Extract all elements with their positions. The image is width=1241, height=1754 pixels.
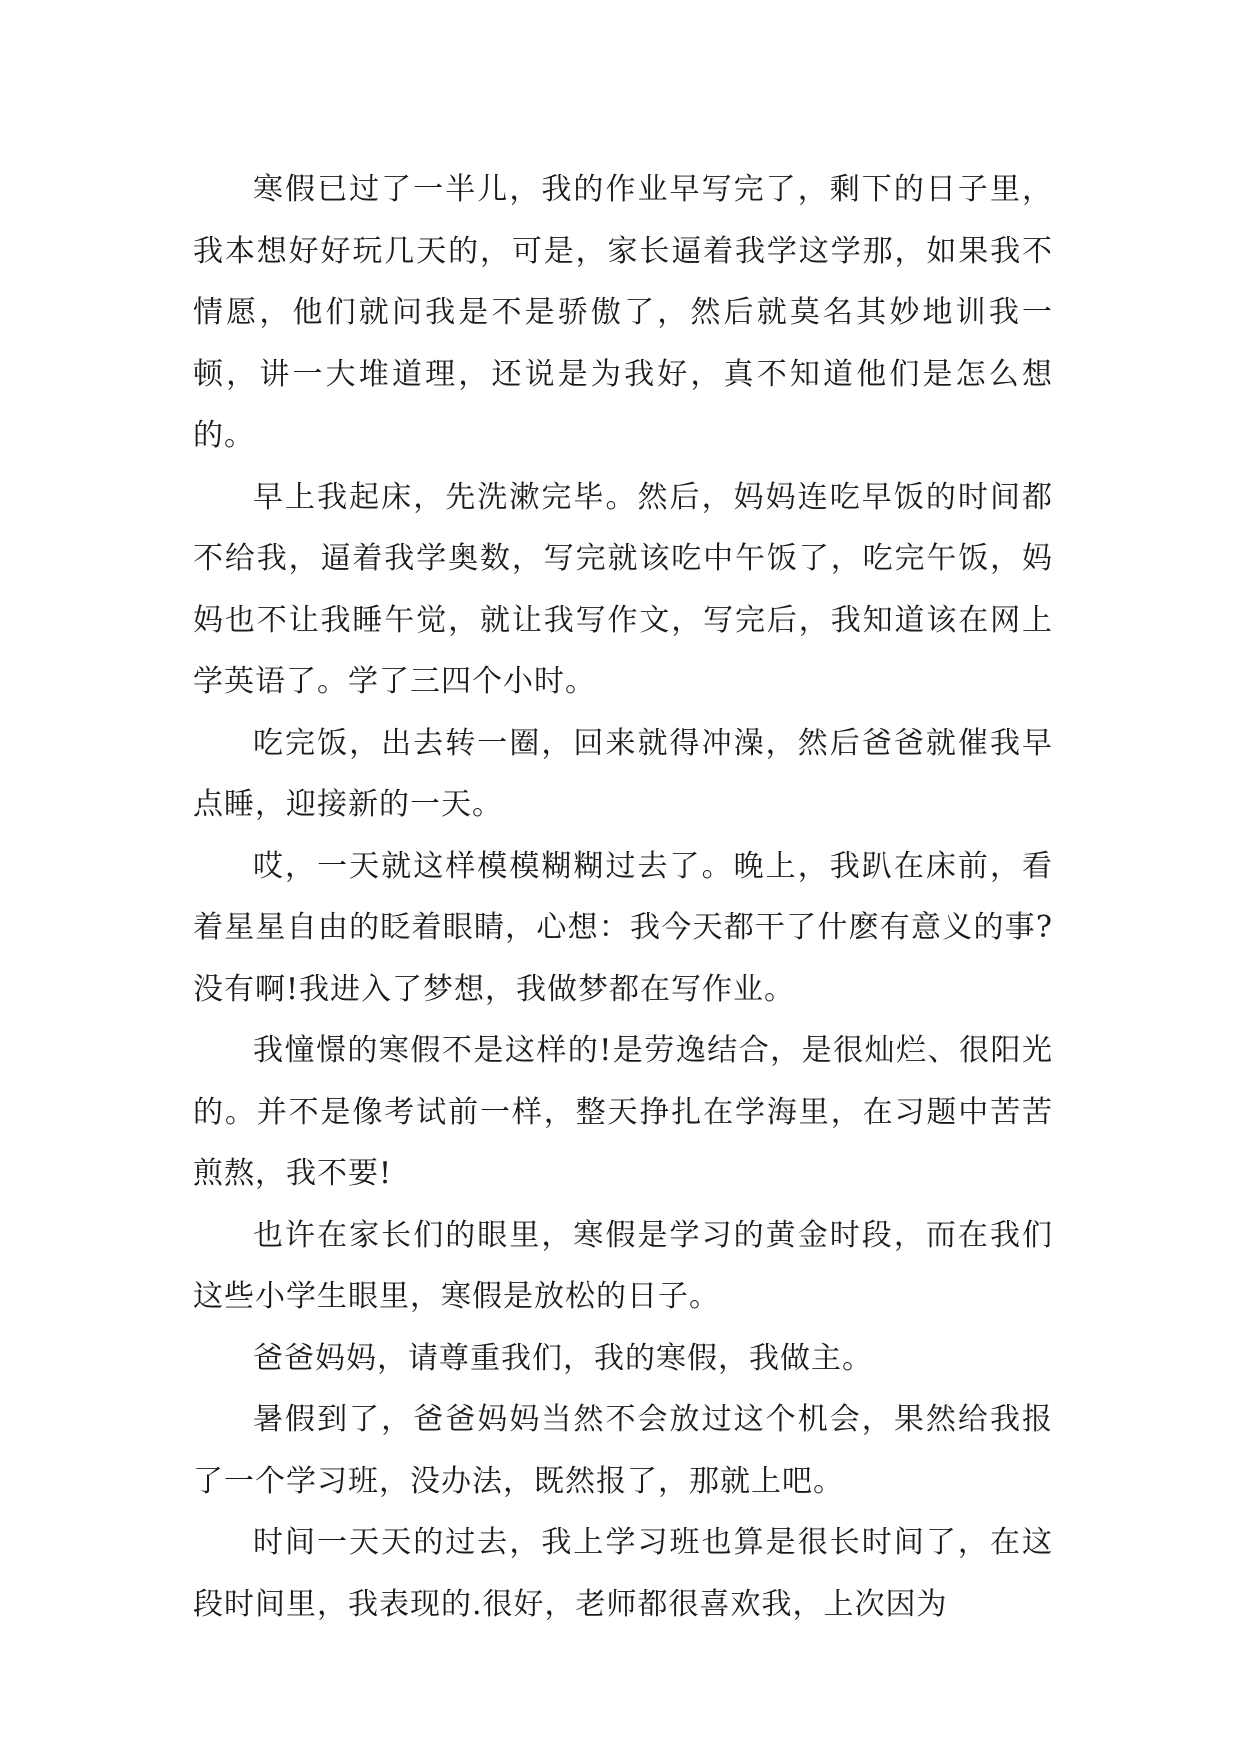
paragraph-1: 寒假已过了一半儿，我的作业早写完了，剩下的日子里，我本想好好玩几天的，可是，家长逼着我学这学那，如果我不情愿，他们就问我是不是骄傲了，然后就莫名其妙地训我一顿，讲一大堆道理，还说是为我好，真不知道他们是怎么想的。 bbox=[193, 172, 1053, 453]
document-body bbox=[193, 159, 1053, 1635]
paragraph-4: 哎，一天就这样模模糊糊过去了。晚上，我趴在床前，看着星星自由的眨着眼睛，心想：我今天都干了什麽有意义的事?没有啊!我进入了梦想，我做梦都在写作业。 bbox=[193, 848, 1053, 1007]
paragraph-3: 吃完饭，出去转一圈，回来就得冲澡，然后爸爸就催我早点睡，迎接新的一天。 bbox=[193, 725, 1053, 822]
paragraph-6: 也许在家长们的眼里，寒假是学习的黄金时段，而在我们这些小学生眼里，寒假是放松的日子。 bbox=[193, 1217, 1053, 1314]
paragraph-5: 我憧憬的寒假不是这样的!是劳逸结合，是很灿烂、很阳光的。并不是像考试前一样，整天挣扎在学海里，在习题中苦苦煎熬，我不要! bbox=[193, 1033, 1053, 1191]
paragraph-9: 时间一天天的过去，我上学习班也算是很长时间了，在这段时间里，我表现的.很好，老师都很喜欢我，上次因为 bbox=[193, 1525, 1053, 1622]
paragraph-8: 暑假到了，爸爸妈妈当然不会放过这个机会，果然给我报了一个学习班，没办法，既然报了，那就上吧。 bbox=[193, 1402, 1053, 1499]
paragraph-7: 爸爸妈妈，请尊重我们，我的寒假，我做主。 bbox=[253, 1340, 873, 1376]
paragraph-2: 早上我起床，先洗漱完毕。然后，妈妈连吃早饭的时间都不给我，逼着我学奥数，写完就该吃中午饭了，吃完午饭，妈妈也不让我睡午觉，就让我写作文，写完后，我知道该在网上学英语了。学了三四个小时。 bbox=[193, 479, 1053, 699]
